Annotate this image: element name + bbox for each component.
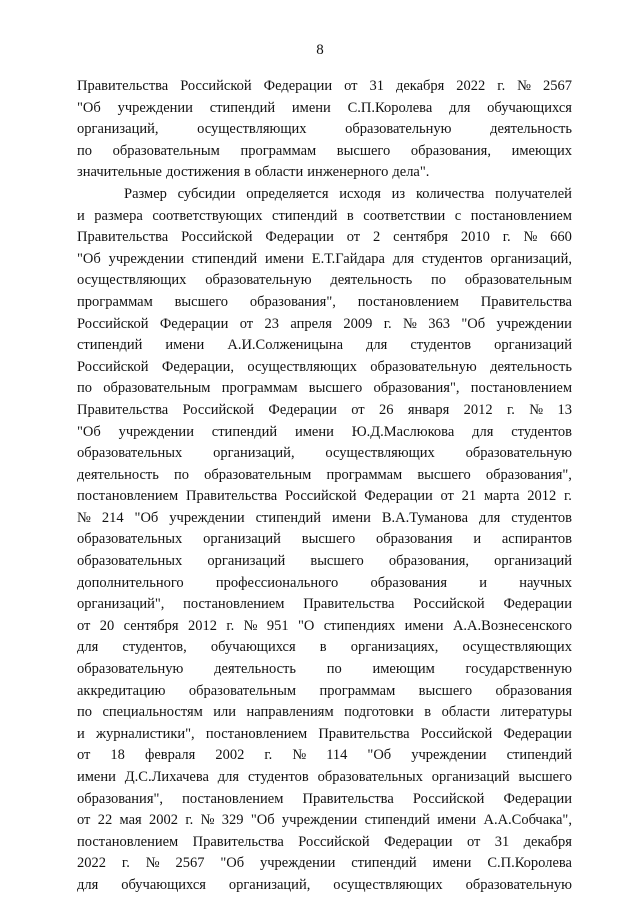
text-line: образовательных организаций, осуществляющих образовательную [77, 445, 572, 462]
text-line: Размер субсидии определяется исходя из количества получателей [124, 185, 572, 202]
text-line: деятельность по образовательным программам высшего образования", [77, 466, 572, 483]
text-line: Правительства Российской Федерации от 2 сентября 2010 г. № 660 [77, 229, 572, 246]
text-line: "Об учреждении стипендий имени С.П.Королева для обучающихся [77, 99, 572, 116]
text-line: организаций, осуществляющих образовательную деятельность [77, 121, 572, 138]
text-line: программам высшего образования", постановлением Правительства [77, 293, 572, 310]
text-line: стипендий имени А.И.Солженицына для студентов организаций [77, 337, 572, 354]
text-line: постановлением Правительства Российской Федерации от 31 декабря [77, 833, 572, 850]
text-line: имени Д.С.Лихачева для студентов образовательных организаций высшего [77, 769, 572, 785]
text-line: образования", постановлением Правительства Российской Федерации [77, 790, 572, 807]
text-line: по образовательным программам высшего образования, имеющих [77, 142, 572, 159]
page-number: 8 [316, 42, 324, 58]
text-line: № 214 "Об учреждении стипендий имени В.А.Туманова для студентов [77, 509, 572, 526]
text-line: образовательных организаций высшего образования и аспирантов [77, 531, 572, 548]
text-line: Российской Федерации, осуществляющих образовательную деятельность [77, 358, 572, 375]
text-line: организаций", постановлением Правительства Российской Федерации [77, 596, 572, 613]
text-line: осуществляющих образовательную деятельность по образовательным [77, 272, 572, 289]
text-line: 2022 г. № 2567 "Об учреждении стипендий имени С.П.Королева [77, 855, 572, 872]
document-body [77, 76, 572, 897]
paragraph [77, 184, 572, 897]
text-line: от 22 мая 2002 г. № 329 "Об учреждении стипендий имени А.А.Собчака", [77, 812, 572, 829]
text-line: Российской Федерации от 23 апреля 2009 г. № 363 "Об учреждении [77, 315, 572, 332]
text-line: для обучающихся организаций, осуществляющих образовательную [77, 876, 572, 893]
text-line: постановлением Правительства Российской Федерации от 21 марта 2012 г. [77, 488, 572, 505]
text-line: и журналистики", постановлением Правительства Российской Федерации [77, 725, 572, 742]
text-line: от 20 сентября 2012 г. № 951 "О стипендиях имени А.А.Вознесенского [77, 617, 572, 634]
text-line: дополнительного профессионального образования и научных [77, 574, 572, 591]
text-line: значительные достижения в области инженерного дела". [77, 164, 430, 181]
paragraph [77, 76, 572, 184]
text-line: Правительства Российской Федерации от 31 декабря 2022 г. № 2567 [77, 78, 572, 94]
text-line: и размера соответствующих стипендий в соответствии с постановлением [77, 207, 572, 224]
text-line: от 18 февраля 2002 г. № 114 "Об учреждении стипендий [77, 747, 572, 764]
text-line: образовательных организаций высшего образования, организаций [77, 553, 572, 570]
text-line: образовательную деятельность по имеющим государственную [77, 661, 572, 678]
text-line: по образовательным программам высшего образования", постановлением [77, 380, 572, 397]
text-line: для студентов, обучающихся в организациях, осуществляющих [77, 639, 572, 656]
text-line: "Об учреждении стипендий имени Ю.Д.Маслюкова для студентов [77, 423, 572, 440]
text-line: Правительства Российской Федерации от 26 января 2012 г. № 13 [77, 401, 572, 418]
text-line: по специальностям или направлениям подготовки в области литературы [77, 704, 572, 721]
text-line: "Об учреждении стипендий имени Е.Т.Гайдара для студентов организаций, [77, 250, 572, 267]
text-line: аккредитацию образовательным программам высшего образования [77, 682, 572, 699]
